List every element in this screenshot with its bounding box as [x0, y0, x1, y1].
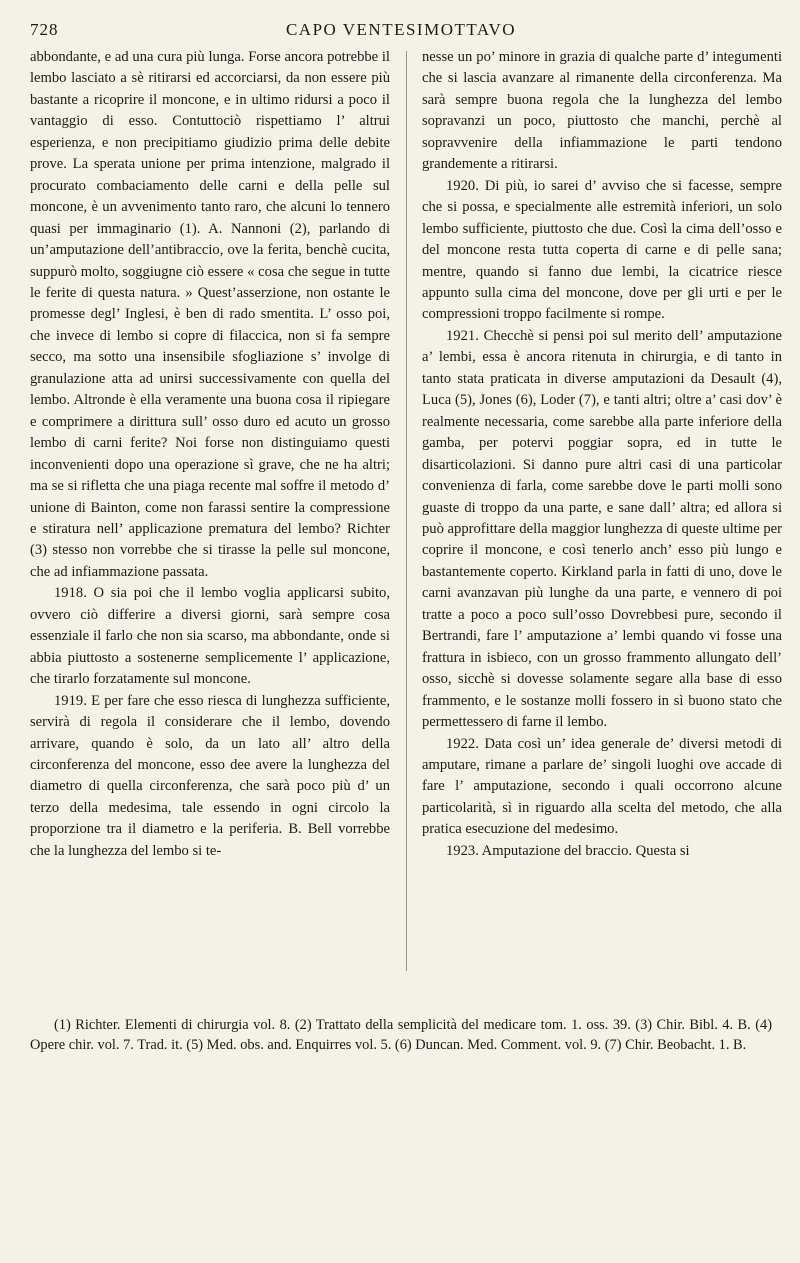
- page-header: [30, 16, 772, 46]
- running-title: CAPO VENTESIMOTTAVO: [285, 20, 517, 39]
- book-page: [30, 16, 782, 1053]
- paragraph: nesse un po’ minore in grazia di qualche parte d’ integumenti che si lascia avanzare al rimanente della circonferenza. Ma sarà sempre buona regola che la lunghezza del lembo sopravanzi un poco, piuttosto che manchi, perchè al sopravvenire della infiammazione le parti tendono grandemente a ritirarsi.: [422, 49, 782, 173]
- paragraph: 1919. E per fare che esso riesca di lunghezza sufficiente, servirà di regola il considerare che il lembo, dovendo arrivare, quando è solo, da un lato all’ altro della circonferenza del moncone, esso dee avere la lunghezza del diametro di quella circonferenza, che sarà poco più d’ un terzo della medesima, tale essendo in ogni circolo la proporzione tra il diametro e la periferia. B. Bell vorrebbe che la lunghezza del lembo si te-: [30, 692, 390, 859]
- left-column: [30, 47, 390, 862]
- footnote-text: (1) Richter. Elementi di chirurgia vol. 8. (2) Trattato della semplicità del medicare tom. 1. oss. 39. (3) Chir. Bibl. 4. B. (4) Opere chir. vol. 7. Trad. it. (5) Med. obs. and. Enquirres vol. 5. (6) Duncan. Med. Comment. vol. 9. (7) Chir. Beobacht. 1. B.: [30, 1017, 772, 1053]
- text-columns: [30, 47, 782, 1037]
- right-column: [422, 47, 782, 862]
- paragraph: 1922. Data così un’ idea generale de’ diversi metodi di amputare, rimane a parlare de’ singoli luoghi ove accade di fare l’ amputazione, secondo i quali occorrono alcune particolarità, sì in riguardo alla scelta del metodo, che alla pratica esecuzione del medesimo.: [422, 735, 782, 838]
- paragraph: 1920. Di più, io sarei d’ avviso che si facesse, sempre che si possa, e specialmente alle estremità inferiori, un solo lembo sufficiente, piuttosto che due. Così la cima dell’osso e del moncone resta tutta coperta di carne e di pelle sana; mentre, quando si fanno due lembi, la cicatrice riesce appunto sulla cima del moncone, dove per gli urti e per le compressioni troppo facilmente si rompe.: [422, 177, 782, 323]
- paragraph: 1921. Checchè si pensi poi sul merito dell’ amputazione a’ lembi, essa è ancora ritenuta in chirurgia, e di tanto in tanto stata praticata in diverse amputazioni da Desault (4), Luca (5), Jones (6), Loder (7), e tanti altri; oltre a’ casi dov’ è realmente necessaria, come sarebbe alla parte inferiore della gamba, per potervi poggiar sopra, ed in tutte le disarticolazioni. Si danno pure altri casi di una particolar convenienza di farla, come sarebbe dove le parti molli sono guaste di troppo da una parte, e sane dall’ altra; ed allora si può approfittare della maggior lunghezza di queste ultime per coprire il moncone, e così tenerlo anch’ esso più lungo e bastantemente coperto. Kirkland parla in fatti di uno, dove le carni avanzavan più lunghe da una parte, e vennero di poi tratte a poco a poco sull’osso Dovrebbesi pure, secondo il Bertrandi, fare l’ amputazione a’ lembi quando vi fosse una frattura in isbieco, con un grosso frammento allungato dell’ osso, sicchè si dovesse solamente segare alla base di esso frammento, e le sostanze molli fossero in sì buono stato che permettessero di farne il lembo.: [422, 327, 782, 731]
- column-divider: [406, 51, 407, 971]
- paragraph: abbondante, e ad una cura più lunga. Forse ancora potrebbe il lembo lasciato a sè ritirarsi ed accorciarsi, da non essere più bastante a ricoprire il moncone, e in ultimo ridursi a poco il vantaggio di esso. Contuttociò rispettiamo l’ altrui esperienza, e non precipitiamo giudizio prima delle debite prove. La sperata unione per prima intenzione, malgrado il procurato combaciamento delle carni e della pelle sul moncone, è un avvenimento tanto raro, che alcuni lo tennero quasi per immaginario (1). A. Nannoni (2), parlando di un’amputazione dell’antibraccio, ove la ferita, benchè cucita, suppurò molto, soggiugne ciò essere « cosa che segue in tutte le ferite di questa natura. » Quest’asserzione, non ostante le promesse degl’ Inglesi, è ben di rado smentita. L’ osso poi, che invece di lembo si copre di filaccica, non si fa sempre secco, ma sotto una insensibile sfogliazione s’ involge di granulazione atta ad unirsi successivamente con quella del lembo. Altronde è ella veramente una buona cosa il ripiegare e comprimere a dirittura sull’ osso duro ed acuto un grosso lembo di carni ferite? Noi forse non distinguiamo questi inconvenienti dopo una operazione sì grave, che ne ha altri; ma se si rifletta che una piaga recente mal soffre il metodo d’ unione di Bainton, come non farassi sentire la compressione e stiratura nell’ applicazione prematura del lembo? Richter (3) stesso non vorrebbe che si tirasse la pelle sul moncone, che ad infiammazione passata.: [30, 49, 390, 580]
- paragraph: 1923. Amputazione del braccio. Questa si: [446, 842, 690, 859]
- page-number: 728: [30, 20, 59, 39]
- footnotes: [30, 1016, 772, 1055]
- paragraph: 1918. O sia poi che il lembo voglia applicarsi subito, ovvero ciò differire a diversi giorni, sarà sempre cosa essenziale il farlo che non sia scarso, ma abbondante, onde si abbia piuttosto a sostenerne semplicemente l’ applicazione, che tirarlo forzatamente sul moncone.: [30, 585, 390, 688]
